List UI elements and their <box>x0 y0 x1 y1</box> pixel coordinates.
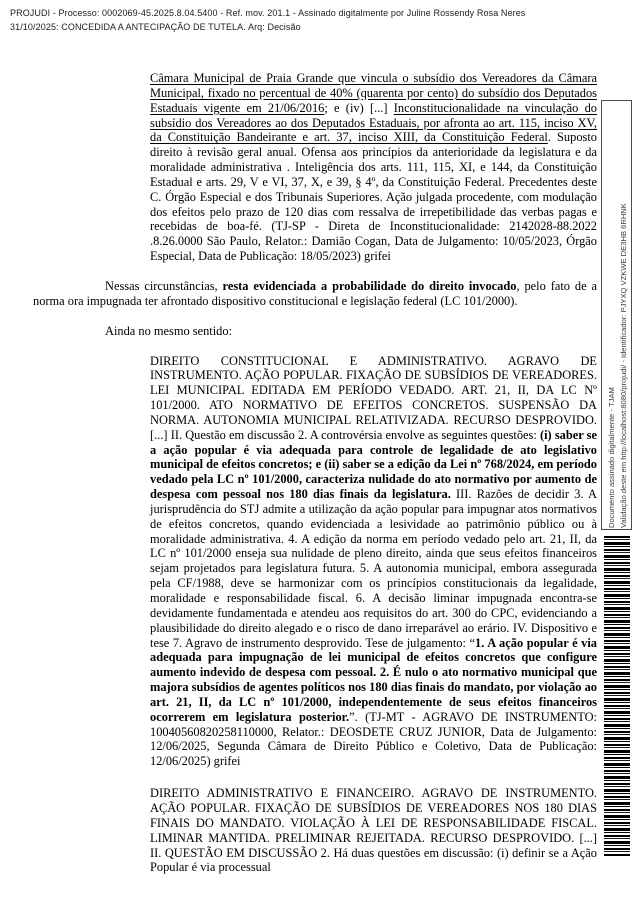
projudi-header <box>10 7 576 34</box>
plain-text: , pelo fato de a norma ora impugnada ter afrontado dispositivo constitucional e legislação federal (LC 101/2000). <box>33 278 598 308</box>
underlined-text: Câmara Municipal de Praia Grande que vincula o subsídio dos Vereadores da Câmara Municipal, fixado no percentual de 40% (quarenta por cento) do subsídio dos Deputados Estaduais vigente em 21/06/2016 <box>150 71 597 115</box>
plain-text: DIREITO CONSTITUCIONAL E ADMINISTRATIVO. AGRAVO DE INSTRUMENTO. AÇÃO POPULAR. FIXAÇÃO DE SUBSÍDIOS DE VEREADORES. LEI MUNICIPAL EDITADA EM PERÍODO VEDADO. ART. 21, II, DA LC Nº 101/2000. ATO NORMATIVO DE EFEITOS CONCRETOS. SUSPENSÃO DA NORMA. AUTONOMIA MUNICIPAL RELATIVIZADA. RECURSO DESPROVIDO. [...] II. Questão em discussão 2. A controvérsia envolve as seguintes questões: <box>150 353 597 442</box>
signature-vertical-text <box>606 104 632 528</box>
citation-block-direito-administrativo: DIREITO ADMINISTRATIVO E FINANCEIRO. AGRAVO DE INSTRUMENTO. AÇÃO POPULAR. FIXAÇÃO DE SUBSÍDIOS DE VEREADORES NOS 180 DIAS FINAIS DO MANDATO. VIOLAÇÃO À LEI DE RESPONSABILIDADE FISCAL. LIMINAR MANTIDA. PRELIMINAR REJEITADA. RECURSO DESPROVIDO. [...] II. QUESTÃO EM DISCUSSÃO 2. Há duas questões em discussão: (i) definir se a Ação Popular é via processual <box>150 786 597 875</box>
citation-block-tjmt <box>150 354 597 770</box>
plain-text: III. Razões de decidir 3. A jurisprudência do STJ admite a utilização da ação popular para impugnar atos normativos de efeitos concretos, quando evidenciada a lesividade ao patrimônio público ou à moralidade administrativa. 4. A edição da norma em período vedado pelo art. 21, II, da LC nº 101/2000 enseja sua nulidade de pleno direito, ainda que seus efeitos financeiros sejam projetados para legislatura futura. 5. A autonomia municipal, embora assegurada pela CF/1988, deve se harmonizar com os princípios constitucionais da legalidade, moralidade e responsabilidade fiscal. 6. A decisão liminar impugnada encontra-se devidamente fundamentada e atendeu aos requisitos do art. 300 do CPC, evidenciando a plausibilidade do direito alegado e o risco de dano irreparável ao erário. IV. Dispositivo e tese 7. Agravo de instrumento desprovido. Tese de julgamento: “ <box>150 487 597 650</box>
plain-text: . Suposto direito à revisão geral anual. Ofensa aos princípios da anterioridade da legislatura e da moralidade administrativa . Inteligência dos arts. 111, 115, XI, e 144, da Constituição Estadual e arts. 29, V e VI, 37, X, e 39, § 4º, da Constituição Federal. Precedentes deste C. Órgão Especial e dos Tribunais Superiores. Ação julgada procedente, com modulação dos efeitos pelo prazo de 120 dias com ressalva de irrepetibilidade das verbas pagas e recebidas de boa-fé. (TJ-SP - Direta de Inconstitucionalidade: 2142028-88.2022 .8.26.0000 São Paulo, Relator.: Damião Cogan, Data de Julgamento: 10/05/2023, Órgão Especial, Data de Publicação: 18/05/2023) grifei <box>150 130 597 264</box>
citation-block-tjsp <box>150 71 597 264</box>
signature-line-2: Validação deste em http://localhost:8080/projudi/ - Identificador: PJYXQ VZKWE DE3HB 6RHNK <box>618 203 628 528</box>
signature-line-1: Documento assinado digitalmente - TJAM <box>607 387 616 528</box>
bold-text: resta evidenciada a probabilidade do direito invocado <box>222 278 517 293</box>
bold-text: 1. A ação popular é via adequada para impugnação de lei municipal de efeitos concretos que configure aumento indevido de despesa com pessoal. 2. É nulo o ato normativo municipal que majora subsídios de agentes políticos nos 180 dias finais do mandato, por violação ao art. 21, II, da LC nº 101/2000, independentemente de seus efeitos financeiros ocorrerem em legislatura posterior. <box>150 635 597 724</box>
plain-text: ; e (iv) [...] <box>324 100 394 115</box>
bold-text: (i) saber se a ação popular é via adequada para controle de legalidade de ato legislativo municipal de efeitos concretos; e (ii) saber se a edição da Lei nº 768/2024, em período vedado pela LC nº 101/2000, caracteriza nulidade do ato normativo por aumento de despesa com pessoal nos 180 dias finais da legislatura. <box>150 427 597 502</box>
paragraph-probabilidade <box>33 279 597 309</box>
header-line-1: PROJUDI - Processo: 0002069-45.2025.8.04.5400 - Ref. mov. 201.1 - Assinado digitalmente por Juline Rossendy Rosa Neres <box>10 8 526 18</box>
paragraph-ainda-no-mesmo-sentido: Ainda no mesmo sentido: <box>105 323 232 338</box>
underlined-text: Inconstitucionalidade na vinculação do subsídio dos Vereadores ao dos Deputados Estaduais, por afronta ao art. 115, inciso XV, da Constituição Bandeirante e art. 37, inciso XIII, da Constituição Federal <box>150 100 597 145</box>
document-body <box>33 71 597 890</box>
plain-text: ”. (TJ-MT - AGRAVO DE INSTRUMENTO: 10040560820258110000, Relator.: DEOSDETE CRUZ JUNIOR, Data de Julgamento: 12/06/2025, Segunda Câmara de Direito Público e Coletivo, Data de Publicação: 12/06/2025) grifei <box>150 709 597 769</box>
plain-text: Nessas circunstâncias, <box>105 278 223 293</box>
header-line-2: 31/10/2025: CONCEDIDA A ANTECIPAÇÃO DE TUTELA. Arq: Decisão <box>10 21 301 32</box>
barcode <box>604 536 630 856</box>
